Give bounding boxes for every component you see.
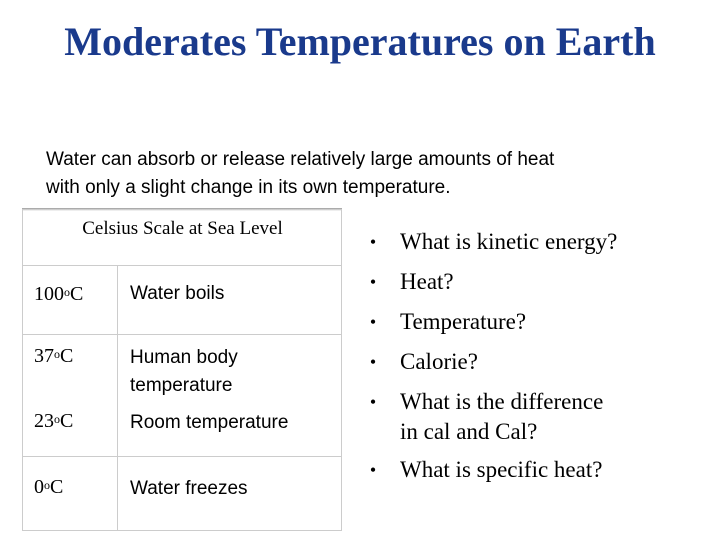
degree-mark: o — [54, 347, 60, 361]
intro-line-1: Water can absorb or release relatively large amounts of heat — [46, 149, 555, 170]
list-item-text: What is specific heat? — [400, 457, 603, 482]
list-item-text: Temperature? — [400, 309, 527, 334]
bullet-icon: • — [369, 392, 377, 412]
degree-mark: o — [44, 478, 50, 492]
list-item — [358, 382, 708, 446]
temp-value: 100 — [34, 283, 64, 305]
list-item-continuation: in cal and Cal? — [400, 419, 538, 444]
list-item — [358, 262, 708, 302]
list-item — [358, 450, 708, 490]
temp-unit: C — [60, 410, 74, 432]
temp-value: 0 — [34, 476, 44, 498]
table-heading: Celsius Scale at Sea Level — [82, 218, 283, 239]
temp-cell — [34, 283, 83, 306]
list-item-text: Heat? — [400, 269, 454, 294]
degree-mark: o — [54, 412, 60, 426]
temp-cell — [34, 345, 73, 368]
temp-cell — [34, 476, 63, 499]
temp-unit: C — [50, 476, 64, 498]
degree-mark: o — [64, 285, 70, 299]
list-item-text: Calorie? — [400, 349, 478, 374]
bullet-icon: • — [369, 352, 377, 372]
temp-unit: C — [70, 283, 84, 305]
slide-title: Moderates Temperatures on Earth — [64, 19, 656, 64]
temp-cell — [34, 410, 73, 433]
desc-cell: Water freezes — [130, 478, 248, 499]
intro-line-2: with only a slight change in its own temperature. — [46, 177, 451, 198]
temp-unit: C — [60, 345, 74, 367]
intro-text — [46, 146, 686, 202]
question-list — [358, 222, 708, 490]
bullet-icon: • — [369, 272, 377, 292]
list-item — [358, 222, 708, 262]
table-divider — [22, 334, 342, 335]
list-item-text: What is kinetic energy? — [400, 229, 618, 254]
desc-cell: Water boils — [130, 283, 225, 304]
bullet-icon: • — [369, 312, 377, 332]
temp-value: 37 — [34, 345, 54, 367]
desc-cell: Room temperature — [130, 412, 289, 433]
bullet-icon: • — [369, 232, 377, 252]
list-item — [358, 342, 708, 382]
table-column-divider — [117, 265, 118, 531]
bullet-icon: • — [369, 460, 377, 480]
list-item — [358, 302, 708, 342]
list-item-text: What is the difference — [400, 389, 604, 414]
table-divider — [22, 265, 342, 266]
desc-cell: Human body temperature — [130, 347, 238, 396]
table-divider — [22, 456, 342, 457]
temp-value: 23 — [34, 410, 54, 432]
